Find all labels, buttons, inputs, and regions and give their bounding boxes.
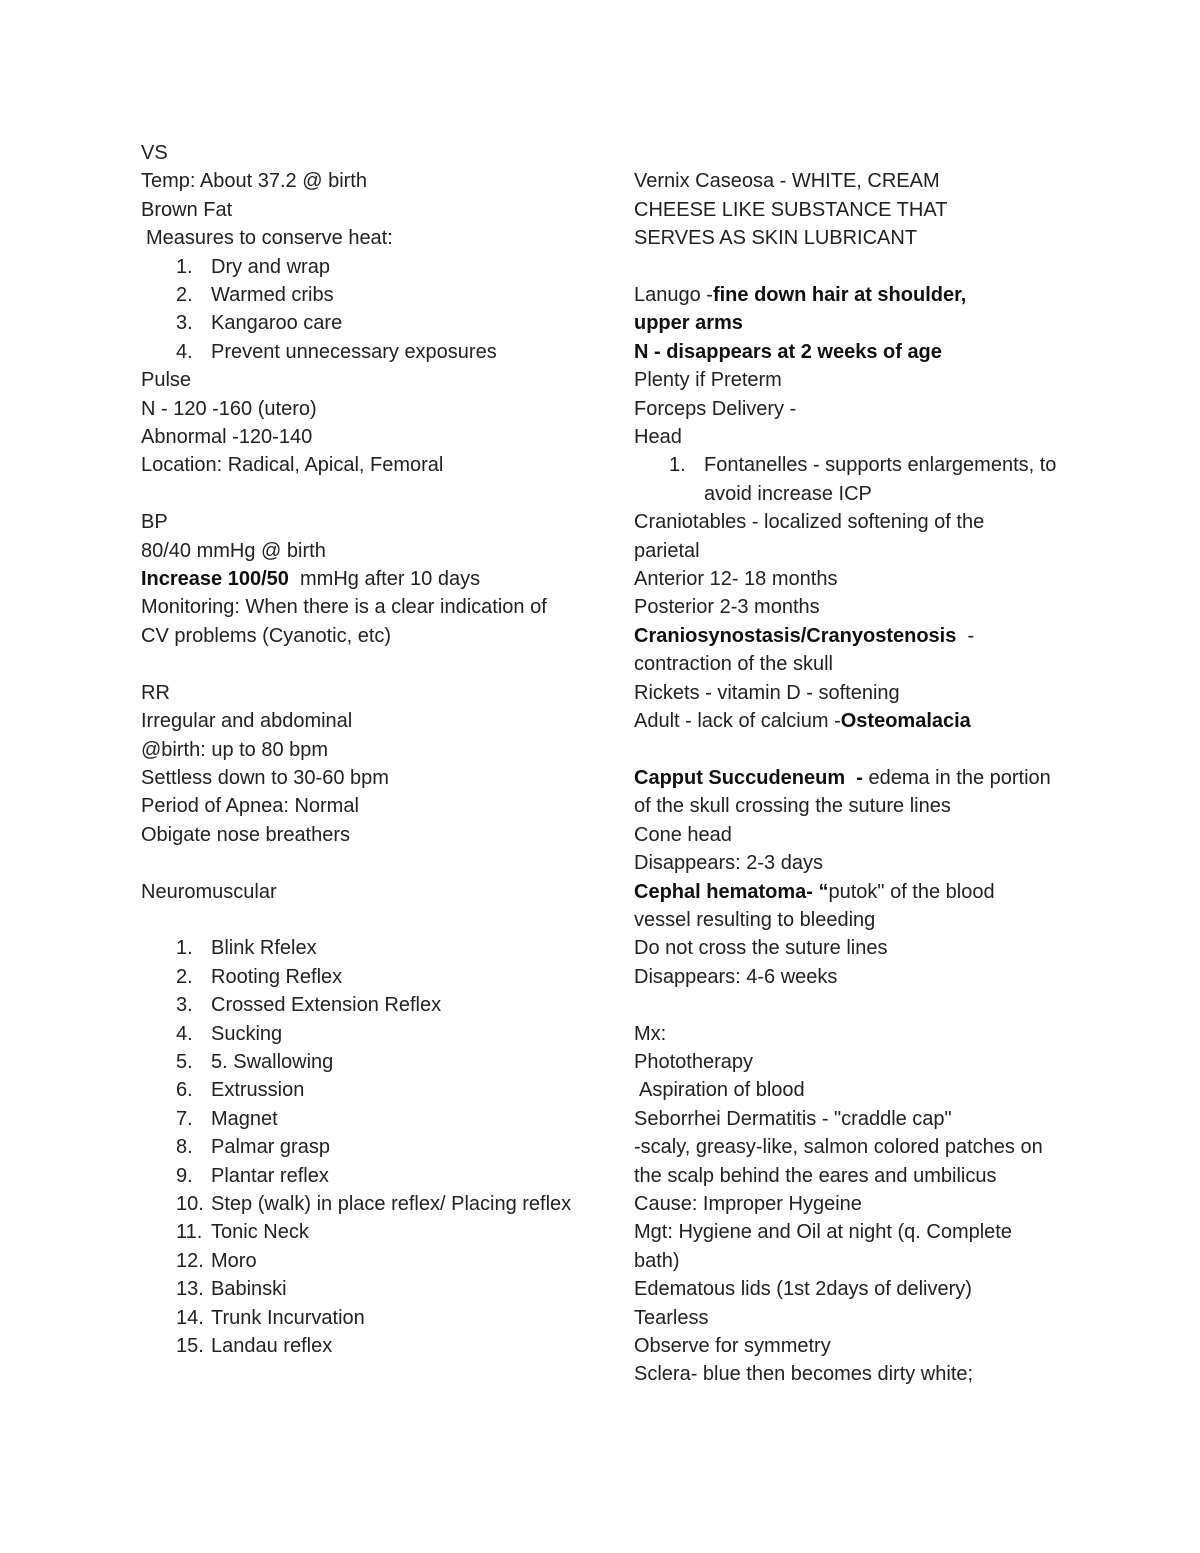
rr-line-3: Settless down to 30-60 bpm bbox=[141, 766, 389, 789]
caput-succedaneum bbox=[634, 764, 1059, 821]
craniosynostosis-rest: - contraction of the skull bbox=[634, 624, 980, 676]
pulse-location: Location: Radical, Apical, Femoral bbox=[141, 454, 444, 477]
caput-rest: edema in the portion of the skull crossing the suture lines bbox=[634, 766, 1051, 818]
list-item bbox=[141, 1076, 581, 1104]
bp-increase-bold: Increase 100/50 bbox=[141, 568, 289, 591]
list-number: 2. bbox=[176, 965, 193, 988]
spacer bbox=[141, 906, 581, 934]
vernix-caseosa: Vernix Caseosa - WHITE, CREAM CHEESE LIKE SUBSTANCE THAT SERVES AS SKIN LUBRICANT bbox=[634, 170, 948, 250]
list-item bbox=[141, 963, 581, 991]
list-number: 2. bbox=[176, 284, 193, 307]
edematous-lids: Edematous lids (1st 2days of delivery) bbox=[634, 1278, 972, 1301]
list-item bbox=[634, 451, 1074, 508]
craniosynostosis bbox=[634, 622, 1034, 679]
list-item bbox=[141, 1162, 581, 1190]
left-column bbox=[141, 139, 581, 1360]
list-number: 9. bbox=[176, 1164, 193, 1187]
list-text: Tonic Neck bbox=[211, 1221, 309, 1244]
list-text: Dry and wrap bbox=[211, 255, 330, 278]
list-item bbox=[141, 1190, 581, 1218]
bp-increase bbox=[141, 565, 581, 593]
rr-line-2: @birth: up to 80 bpm bbox=[141, 738, 329, 761]
craniosynostosis-bold: Craniosynostasis/Cranyostenosis bbox=[634, 624, 957, 647]
seborrhei: Seborrhei Dermatitis - "craddle cap" bbox=[634, 1107, 952, 1130]
neuromuscular-heading: Neuromuscular bbox=[141, 880, 277, 903]
list-number: 3. bbox=[176, 312, 193, 335]
aspiration: Aspiration of blood bbox=[639, 1079, 805, 1102]
list-text: Warmed cribs bbox=[211, 284, 334, 307]
list-item bbox=[141, 338, 581, 366]
list-item bbox=[141, 253, 581, 281]
spacer bbox=[634, 253, 1074, 281]
list-number: 3. bbox=[176, 994, 193, 1017]
brown-fat-line: Brown Fat bbox=[141, 198, 233, 221]
list-item bbox=[141, 1020, 581, 1048]
posterior-fontanel: Posterior 2-3 months bbox=[634, 596, 820, 619]
rickets: Rickets - vitamin D - softening bbox=[634, 681, 900, 704]
list-number: 5. bbox=[176, 1050, 193, 1073]
phototherapy: Phototherapy bbox=[634, 1050, 753, 1073]
cephal-rest: putok" of the blood vessel resulting to bleeding bbox=[634, 880, 995, 931]
vs-heading: VS bbox=[141, 142, 168, 164]
rr-line-5: Obigate nose breathers bbox=[141, 823, 351, 846]
osteomalacia-bold: Osteomalacia bbox=[840, 710, 971, 733]
sclera: Sclera- blue then becomes dirty white; bbox=[634, 1363, 974, 1386]
list-item bbox=[141, 991, 581, 1019]
cause: Cause: Improper Hygeine bbox=[634, 1192, 862, 1215]
bp-increase-rest: mmHg after 10 days bbox=[288, 568, 481, 591]
rr-line-1: Irregular and abdominal bbox=[141, 710, 353, 733]
adult-osteomalacia bbox=[634, 707, 1074, 735]
list-number: 6. bbox=[176, 1079, 193, 1102]
bp-birth: 80/40 mmHg @ birth bbox=[141, 539, 326, 562]
list-number: 12. bbox=[176, 1249, 204, 1272]
list-number: 1. bbox=[669, 454, 686, 477]
adult-label: Adult - lack of calcium - bbox=[634, 710, 841, 733]
list-item bbox=[141, 1275, 581, 1303]
list-text: Crossed Extension Reflex bbox=[211, 994, 442, 1017]
list-text: Babinski bbox=[211, 1278, 287, 1301]
list-text: 5. Swallowing bbox=[211, 1050, 334, 1073]
spacer bbox=[141, 650, 581, 678]
rr-heading: RR bbox=[141, 681, 170, 704]
lanugo-normal bbox=[634, 338, 1074, 366]
list-item bbox=[141, 1332, 581, 1360]
list-number: 1. bbox=[176, 937, 193, 960]
bp-heading: BP bbox=[141, 511, 168, 534]
list-item bbox=[141, 1105, 581, 1133]
right-column bbox=[634, 139, 1074, 1389]
reflex-list bbox=[141, 934, 581, 1360]
list-item bbox=[141, 1247, 581, 1275]
list-number: 10. bbox=[176, 1192, 204, 1215]
list-number: 8. bbox=[176, 1136, 193, 1159]
scaly-patches: -scaly, greasy-like, salmon colored patches on the scalp behind the eares and umbilicus bbox=[634, 1136, 1043, 1187]
spacer bbox=[634, 991, 1074, 1019]
spacer bbox=[634, 736, 1074, 764]
cephal-disappears: Disappears: 4-6 weeks bbox=[634, 965, 838, 988]
list-item bbox=[141, 1304, 581, 1332]
craniotables: Craniotables - localized softening of the parietal bbox=[634, 511, 985, 562]
cone-head: Cone head bbox=[634, 823, 732, 846]
list-text: Rooting Reflex bbox=[211, 965, 343, 988]
pulse-normal: N - 120 -160 (utero) bbox=[141, 397, 317, 420]
list-text: Magnet bbox=[211, 1107, 278, 1130]
forceps-delivery: Forceps Delivery - bbox=[634, 397, 797, 420]
caput-disappears: Disappears: 2-3 days bbox=[634, 852, 823, 875]
mx-heading: Mx: bbox=[634, 1022, 667, 1045]
list-text: Trunk Incurvation bbox=[211, 1306, 365, 1329]
list-text: Fontanelles - supports enlargements, to avoid increase ICP bbox=[704, 454, 1057, 505]
anterior-fontanel: Anterior 12- 18 months bbox=[634, 568, 838, 591]
list-number: 4. bbox=[176, 1022, 193, 1045]
list-number: 1. bbox=[176, 255, 193, 278]
caput-bold: Capput Succudeneum - bbox=[634, 766, 863, 789]
list-text: Blink Rfelex bbox=[211, 937, 317, 960]
spacer bbox=[634, 139, 1074, 167]
list-item bbox=[141, 1133, 581, 1161]
head-list bbox=[634, 451, 1074, 508]
lanugo bbox=[634, 281, 1014, 338]
cephal-bold: Cephal hematoma- “ bbox=[634, 880, 829, 903]
spacer bbox=[141, 480, 581, 508]
list-number: 7. bbox=[176, 1107, 193, 1130]
tearless: Tearless bbox=[634, 1306, 709, 1329]
plenty-preterm: Plenty if Preterm bbox=[634, 369, 782, 392]
management: Mgt: Hygiene and Oil at night (q. Complete bath) bbox=[634, 1221, 1012, 1272]
list-number: 13. bbox=[176, 1278, 204, 1301]
head-heading: Head bbox=[634, 426, 682, 449]
list-number: 4. bbox=[176, 340, 193, 363]
list-item bbox=[141, 1048, 581, 1076]
not-cross-suture: Do not cross the suture lines bbox=[634, 937, 888, 960]
list-item bbox=[141, 281, 581, 309]
temp-line: Temp: About 37.2 @ birth bbox=[141, 170, 367, 193]
pulse-abnormal: Abnormal -120-140 bbox=[141, 426, 313, 449]
list-text: Extrussion bbox=[211, 1079, 305, 1102]
list-number: 11. bbox=[176, 1221, 203, 1244]
list-text: Landau reflex bbox=[211, 1335, 333, 1357]
spacer bbox=[141, 849, 581, 877]
list-item bbox=[141, 309, 581, 337]
list-text: Kangaroo care bbox=[211, 312, 343, 335]
lanugo-desc: fine down hair at shoulder, upper arms bbox=[634, 284, 967, 335]
list-text: Moro bbox=[211, 1249, 257, 1272]
heat-list bbox=[141, 253, 581, 367]
pulse-heading: Pulse bbox=[141, 369, 192, 392]
list-number: 15. bbox=[176, 1335, 204, 1357]
list-text: Plantar reflex bbox=[211, 1164, 329, 1187]
rr-line-4: Period of Apnea: Normal bbox=[141, 795, 359, 818]
list-text: Prevent unnecessary exposures bbox=[211, 340, 497, 363]
lanugo-normal-bold: N - disappears at 2 weeks of age bbox=[634, 340, 942, 363]
list-text: Palmar grasp bbox=[211, 1136, 330, 1159]
cephal-hematoma bbox=[634, 878, 1034, 935]
list-item bbox=[141, 1218, 581, 1246]
lanugo-label: Lanugo - bbox=[634, 284, 713, 306]
list-number: 14. bbox=[176, 1306, 204, 1329]
list-item bbox=[141, 934, 581, 962]
list-text: Step (walk) in place reflex/ Placing reflex bbox=[211, 1192, 572, 1215]
observe-symmetry: Observe for symmetry bbox=[634, 1335, 831, 1357]
list-text: Sucking bbox=[211, 1022, 283, 1045]
measures-line: Measures to conserve heat: bbox=[146, 227, 393, 250]
bp-monitoring: Monitoring: When there is a clear indication of CV problems (Cyanotic, etc) bbox=[141, 596, 547, 647]
